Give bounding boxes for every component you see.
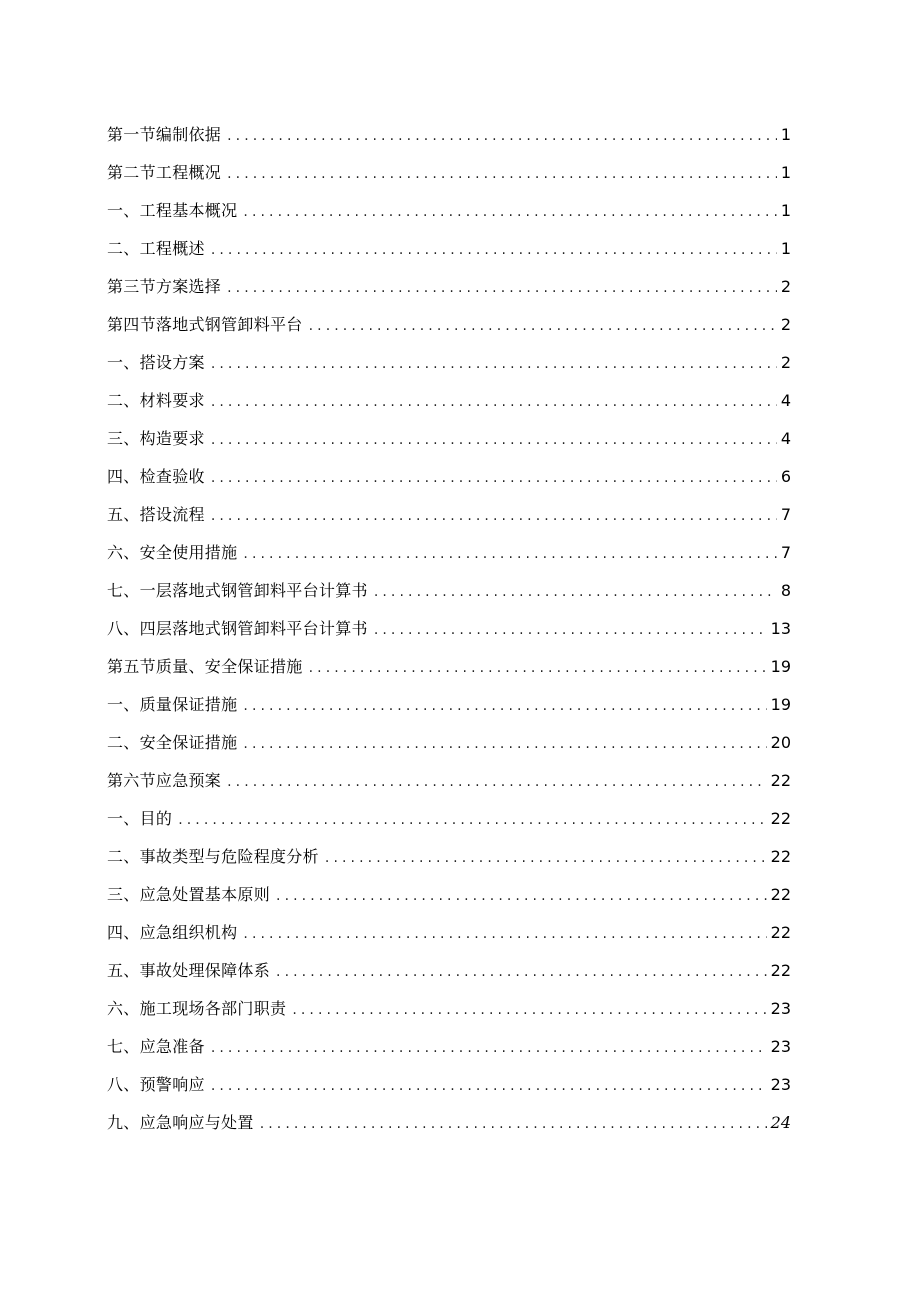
toc-entry-page: 2 [780,277,791,296]
toc-dot-leader [243,193,776,231]
toc-entry[interactable] [107,344,791,382]
toc-entry-title: 三、应急处置基本原则 [107,885,271,904]
toc-entry-title: 第五节质量、安全保证措施 [107,657,303,676]
toc-dot-leader [374,573,777,611]
toc-entry-title: 第一节编制依据 [107,125,222,144]
toc-entry-page: 23 [770,999,791,1018]
toc-entry[interactable] [107,192,791,230]
toc-entry-title: 七、应急准备 [107,1037,205,1056]
toc-entry-page: 6 [780,467,791,486]
toc-dot-leader [178,801,766,839]
toc-entry-title: 第六节应急预案 [107,771,222,790]
toc-entry-page: 1 [780,163,791,182]
toc-entry-page: 7 [780,505,791,524]
toc-dot-leader [374,611,767,649]
toc-dot-leader [276,953,767,991]
toc-entry-title: 四、检查验收 [107,467,205,486]
toc-entry-title: 五、事故处理保障体系 [107,961,271,980]
toc-entry[interactable] [107,496,791,534]
toc-dot-leader [227,763,767,801]
toc-entry[interactable] [107,1104,791,1142]
toc-entry-title: 三、构造要求 [107,429,205,448]
toc-entry-page: 22 [770,923,791,942]
toc-entry[interactable] [107,154,791,192]
toc-entry-title: 一、目的 [107,809,173,828]
toc-entry[interactable] [107,572,791,610]
toc-entry-title: 五、搭设流程 [107,505,205,524]
toc-entry-title: 二、材料要求 [107,391,205,410]
toc-entry-title: 六、施工现场各部门职责 [107,999,287,1018]
toc-entry[interactable] [107,420,791,458]
toc-entry-page: 4 [780,429,791,448]
toc-entry-page: 2 [780,315,791,334]
toc-entry-page: 1 [780,239,791,258]
toc-dot-leader [211,497,777,535]
toc-entry[interactable] [107,610,791,648]
toc-dot-leader [211,383,777,421]
toc-entry[interactable] [107,1028,791,1066]
toc-entry-page: 7 [780,543,791,562]
toc-dot-leader [211,1029,767,1067]
toc-entry[interactable] [107,268,791,306]
toc-entry[interactable] [107,914,791,952]
toc-entry[interactable] [107,230,791,268]
toc-entry[interactable] [107,990,791,1028]
toc-dot-leader [227,269,777,307]
toc-entry-page: 23 [770,1037,791,1056]
toc-entry-title: 八、预警响应 [107,1075,205,1094]
toc-entry[interactable] [107,306,791,344]
toc-entry[interactable] [107,1066,791,1104]
toc-entry-title: 八、四层落地式钢管卸料平台计算书 [107,619,368,638]
toc-entry[interactable] [107,686,791,724]
toc-entry-title: 一、工程基本概况 [107,201,238,220]
toc-entry-page: 22 [770,771,791,790]
toc-entry-title: 二、事故类型与危险程度分析 [107,847,319,866]
toc-entry-page: 22 [770,961,791,980]
toc-entry-page: 23 [770,1075,791,1094]
toc-dot-leader [243,915,766,953]
toc-dot-leader [227,117,777,155]
toc-entry[interactable] [107,952,791,990]
toc-entry-page: 22 [770,809,791,828]
toc-dot-leader [211,459,777,497]
toc-entry-page: 8 [780,581,791,600]
toc-entry[interactable] [107,382,791,420]
toc-entry-title: 一、搭设方案 [107,353,205,372]
toc-dot-leader [243,725,766,763]
toc-dot-leader [211,421,777,459]
toc-entry-title: 第二节工程概况 [107,163,222,182]
toc-dot-leader [309,649,767,687]
table-of-contents [107,116,791,1142]
toc-entry[interactable] [107,838,791,876]
toc-entry[interactable] [107,762,791,800]
toc-dot-leader [276,877,767,915]
toc-entry-page: 19 [770,695,791,714]
toc-entry-page: 22 [770,847,791,866]
toc-entry[interactable] [107,800,791,838]
toc-entry-page: 22 [770,885,791,904]
toc-entry-page: 24 [770,1113,791,1132]
toc-dot-leader [211,1067,767,1105]
toc-entry[interactable] [107,648,791,686]
toc-dot-leader [243,535,776,573]
toc-entry-title: 第三节方案选择 [107,277,222,296]
toc-dot-leader [260,1105,767,1143]
toc-dot-leader [227,155,777,193]
toc-entry-page: 4 [780,391,791,410]
toc-entry-title: 四、应急组织机构 [107,923,238,942]
toc-dot-leader [325,839,767,877]
toc-entry[interactable] [107,724,791,762]
toc-dot-leader [292,991,766,1029]
toc-dot-leader [211,231,777,269]
toc-entry-title: 六、安全使用措施 [107,543,238,562]
toc-entry-page: 1 [780,125,791,144]
toc-entry-page: 13 [770,619,791,638]
toc-entry-title: 二、工程概述 [107,239,205,258]
toc-entry-page: 1 [780,201,791,220]
toc-dot-leader [211,345,777,383]
toc-entry[interactable] [107,876,791,914]
toc-entry-title: 一、质量保证措施 [107,695,238,714]
toc-entry-page: 19 [770,657,791,676]
toc-entry[interactable] [107,458,791,496]
toc-entry-title: 九、应急响应与处置 [107,1113,254,1132]
toc-entry[interactable] [107,116,791,154]
toc-dot-leader [243,687,766,725]
toc-entry[interactable] [107,534,791,572]
toc-entry-title: 二、安全保证措施 [107,733,238,752]
toc-entry-page: 2 [780,353,791,372]
toc-entry-title: 七、一层落地式钢管卸料平台计算书 [107,581,368,600]
toc-dot-leader [309,307,777,345]
toc-entry-page: 20 [770,733,791,752]
toc-entry-title: 第四节落地式钢管卸料平台 [107,315,303,334]
